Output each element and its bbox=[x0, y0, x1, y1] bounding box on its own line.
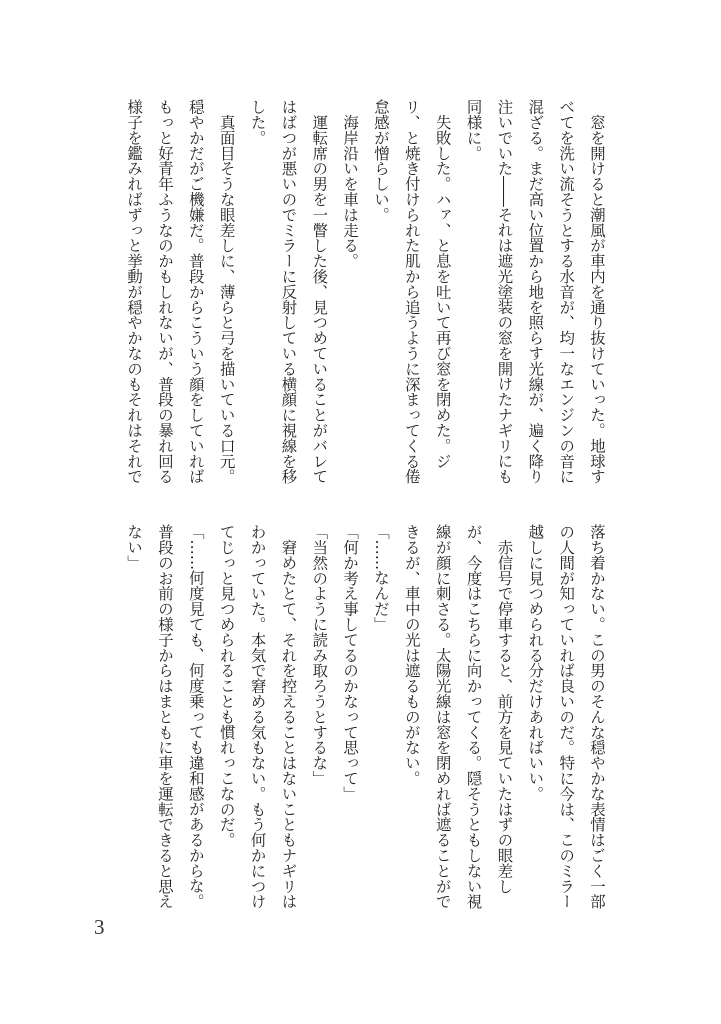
text-column: 穏やかだがご機嫌だ。普段からこういう顔をしていれば bbox=[186, 99, 205, 484]
text-column: が、今度はこちらに向かってくる。隠そうともしない視 bbox=[464, 524, 483, 909]
text-column: はばつが悪いのでミラーに反射している横顔に視線を移 bbox=[279, 99, 298, 484]
text-column: きるが、車中の光は遮るものがない。 bbox=[402, 524, 421, 786]
text-column: 赤信号で停車すると、前方を見ていたはずの眼差し bbox=[495, 524, 514, 894]
dialogue-column: 「……なんだ」 bbox=[371, 524, 390, 632]
text-column: 線が顔に刺さる。太陽光線は窓を閉めれば遮ることがで bbox=[433, 524, 452, 909]
text-column: 怠感が憎らしい。 bbox=[371, 99, 390, 223]
text-column: 様子を鑑みればずっと挙動が穏やかなのもそれはそれで bbox=[125, 99, 144, 484]
dialogue-column: 「当然のように読み取ろうとするな」 bbox=[310, 524, 329, 786]
text-column: の人間が知っていれば良いのだ。特に今は、このミラー bbox=[557, 524, 576, 909]
text-column: 窓を開けると潮風が車内を通り抜けていった。地球す bbox=[588, 99, 606, 484]
text-column: 海岸沿いを車は走る。 bbox=[341, 99, 360, 269]
text-column: てじっと見つめられることも慣れっこなのだ。 bbox=[217, 524, 236, 848]
text-column: 落ち着かない。この男のそんな穏やかな表情はごく一部 bbox=[588, 524, 606, 909]
text-column: 注いでいた――それは遮光塗装の窓を開けたナギリにも bbox=[495, 99, 514, 484]
dialogue-column: 「……何度見ても、何度乗っても違和感があるからな。 bbox=[186, 524, 205, 909]
dialogue-column: 「何か考え事してるのかなって思って」 bbox=[341, 524, 360, 802]
text-block-top bbox=[118, 99, 612, 484]
dialogue-column: 普段のお前の様子からはまともに車を運転できると思え bbox=[155, 524, 174, 909]
text-column: わかっていた。本気で窘める気もない。もう何かにつけ bbox=[248, 524, 267, 909]
text-column: もっと好青年ふうなのかもしれないが、普段の暴れ回る bbox=[155, 99, 174, 484]
text-column: 失敗した。ハァ、と息を吐いて再び窓を閉めた。ジ bbox=[433, 99, 452, 469]
text-column: 真面目そうな眼差しに、薄らと弓を描いている口元。 bbox=[217, 99, 236, 484]
text-column: した。 bbox=[248, 99, 267, 146]
dialogue-column: ない」 bbox=[125, 524, 144, 571]
text-column: べてを洗い流そうとする水音が、均一なエンジンの音に bbox=[557, 99, 576, 484]
text-block-bottom bbox=[118, 524, 612, 909]
text-column: 運転席の男を一瞥した後、見つめていることがバレて bbox=[310, 99, 329, 484]
text-column: 同様に。 bbox=[464, 99, 483, 161]
text-column: リ、と焼き付けられた肌から追うように深まってくる倦 bbox=[402, 99, 421, 484]
text-column: 窘めたとて、それを控えることはないこともナギリは bbox=[279, 524, 298, 909]
page-number: 3 bbox=[94, 915, 105, 939]
text-column: 混ざる。まだ高い位置から地を照らす光線が、遍く降り bbox=[526, 99, 545, 484]
text-column: 越しに見つめられる分だけあればいい。 bbox=[526, 524, 545, 802]
